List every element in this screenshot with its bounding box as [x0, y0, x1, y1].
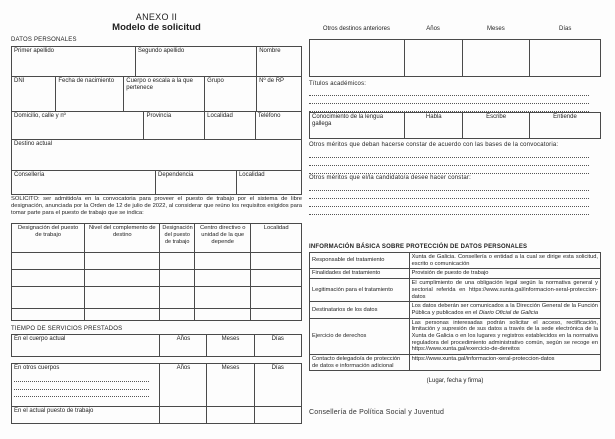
- table-row: [310, 301, 600, 317]
- empty-cell: [159, 270, 194, 286]
- column-header-anos: Años: [159, 335, 206, 356]
- pd-row-value: Provisión de puesto de trabajo: [409, 269, 600, 278]
- table-row: [12, 170, 301, 194]
- pd-row-value: https://www.xunta.gal/informacion-xeral-proteccion-datos: [409, 355, 600, 370]
- field-label: Conocimiento de la lengua gallega: [312, 114, 384, 127]
- table-row: [12, 308, 301, 320]
- servicios-otros-cuerpos-table: [11, 363, 302, 424]
- column-header-dias: Días: [254, 364, 301, 406]
- empty-cell: [84, 270, 159, 286]
- field-label: DNI: [14, 78, 25, 84]
- empty-cell: [159, 309, 194, 320]
- pd-row-label: Legitimación para el tratamiento: [312, 286, 393, 293]
- empty-cell: [159, 407, 206, 423]
- puestos-table: [11, 223, 302, 321]
- otros-meritos-bases-label: Otros méritos que deban hacerse constar de acuerdo con las bases de la convocatoria:: [309, 142, 559, 148]
- table-row: [12, 139, 301, 170]
- section-datos-personales: DATOS PERSONALES: [11, 37, 77, 43]
- table-row: [12, 111, 301, 139]
- left-column: [11, 0, 302, 439]
- empty-cell: [159, 287, 194, 308]
- column-header: Designación del puesto de trabajo: [159, 224, 194, 252]
- field-localidad-2: [236, 171, 301, 194]
- dotted-fill-line: [309, 166, 589, 174]
- otros-destinos-table: [309, 39, 601, 77]
- field-label: En otros cuerpos: [14, 365, 60, 371]
- field-otros-cuerpos: [12, 364, 159, 406]
- dotted-fill-line: [14, 382, 149, 390]
- field-label: Cuerpo o escala a la que pertenece: [126, 78, 193, 91]
- field-label: Domicilio, calle y nº: [14, 113, 66, 119]
- pd-row-value: El cumplimiento de una obligación legal según la normativa general y sectorial referida en https://www.xunta.gal/informacion-xeral-proteccion-datos: [409, 279, 600, 301]
- lengua-gallega-table: [309, 112, 601, 139]
- field-conselleria: [12, 171, 155, 194]
- empty-cell: [404, 40, 462, 76]
- empty-cell: [310, 40, 404, 76]
- field-label: En el cuerpo actual: [14, 336, 66, 342]
- field-label: Teléfono: [257, 113, 281, 119]
- field-primer-apellido: [12, 47, 135, 76]
- dotted-fill-line: [309, 104, 589, 112]
- empty-cell: [12, 287, 84, 308]
- field-actual-puesto: [12, 407, 159, 423]
- empty-cell: [159, 253, 194, 269]
- field-segundo-apellido: [135, 47, 256, 76]
- column-header: Designación del puesto de trabajo: [17, 225, 79, 238]
- titulos-academicos-label: Títulos académicos:: [309, 81, 367, 87]
- right-column: [309, 0, 601, 439]
- field-telefono: [255, 112, 301, 139]
- column-header-otros-destinos: Otros destinos anteriores: [322, 26, 390, 32]
- proteccion-datos-table: [309, 252, 601, 371]
- empty-cell: [84, 287, 159, 308]
- dotted-fill-line: [309, 183, 589, 191]
- page-title: [11, 12, 302, 33]
- field-label: Consellería: [14, 172, 45, 178]
- field-domicilio: [12, 112, 143, 139]
- column-header-meses: Meses: [206, 364, 253, 406]
- field-cuerpo-actual: [12, 335, 159, 356]
- field-fecha-nacimiento: [55, 77, 123, 111]
- table-row: [12, 252, 301, 269]
- field-dependencia: [155, 171, 236, 194]
- field-label: Localidad: [207, 113, 233, 119]
- empty-cell: [250, 287, 301, 308]
- empty-cell: [250, 270, 301, 286]
- table-row: [310, 113, 600, 138]
- title-anexo: ANEXO II: [135, 12, 178, 22]
- column-header: Localidad: [250, 224, 301, 252]
- titulos-academicos-lines: [309, 88, 601, 112]
- column-header-meses: Meses: [206, 335, 253, 356]
- dotted-fill-line: [309, 191, 589, 199]
- empty-cell: [12, 309, 84, 320]
- empty-cell: [194, 270, 250, 286]
- signature-note: (Lugar, fecha y firma): [426, 378, 484, 384]
- table-row: [12, 406, 301, 423]
- dotted-fill-line: [309, 207, 589, 215]
- field-provincia: [143, 112, 204, 139]
- dotted-fill-line: [309, 96, 589, 104]
- field-label: Segundo apellido: [137, 48, 185, 54]
- dotted-fill-line: [309, 150, 589, 158]
- table-row: [12, 364, 301, 406]
- pd-row-value: Xunta de Galicia. Consellería o entidad a la cual se dirige esta solicitud, escrito o comunicación: [409, 253, 600, 268]
- field-label: Grupo: [207, 78, 224, 84]
- field-label: Provincia: [146, 113, 172, 119]
- empty-cell: [194, 287, 250, 308]
- title-modelo: Modelo de solicitud: [112, 22, 201, 33]
- field-label: Dependencia: [158, 172, 194, 178]
- column-header: Nivel del complemento de destino: [84, 224, 159, 252]
- servicios-cuerpo-actual-table: [11, 334, 302, 357]
- column-header-anos: Años: [426, 26, 440, 32]
- footer-conselleria: Consellería de Política Social y Juventud: [309, 409, 445, 416]
- field-nombre: [256, 47, 301, 76]
- otros-meritos-bases-lines: [309, 150, 601, 174]
- empty-cell: [462, 40, 529, 76]
- puestos-header-row: [12, 224, 301, 252]
- dotted-fill-line: [309, 199, 589, 207]
- field-grupo: [204, 77, 256, 111]
- empty-cell: [12, 253, 84, 269]
- pd-row-value: [409, 302, 600, 317]
- otros-destinos-header-row: [309, 26, 601, 32]
- dotted-fill-line: [14, 390, 149, 398]
- field-num-rp: [256, 77, 301, 111]
- field-label: Primer apellido: [14, 48, 55, 54]
- empty-cell: [206, 407, 253, 423]
- empty-cell: [250, 309, 301, 320]
- field-label: Localidad: [238, 172, 265, 178]
- pd-row-label: Destinatarios de los datos: [312, 306, 378, 313]
- table-row: [310, 253, 600, 268]
- empty-cell: [84, 253, 159, 269]
- otros-meritos-candidato-lines: [309, 183, 601, 215]
- table-row: [310, 268, 600, 278]
- pd-value-text: Los datos deberán ser comunicados a la Dirección General de la Función Pública y publicados en el: [411, 303, 598, 316]
- pd-row-label: Ejercicio de derechos: [312, 333, 367, 340]
- table-row: [12, 269, 301, 286]
- otros-meritos-candidato-label: Otros méritos que el/la candidato/a desee hacer constar:: [309, 175, 471, 181]
- table-row: [12, 76, 301, 111]
- field-localidad: [204, 112, 255, 139]
- table-row: [310, 318, 600, 355]
- empty-cell: [194, 309, 250, 320]
- column-header: Centro directivo o unidad de la que depende: [194, 224, 250, 252]
- pd-row-label: Finalidades del tratamiento: [312, 270, 381, 277]
- pd-row-label: Contacto delegado/a de protección de datos e información adicional: [312, 356, 401, 369]
- column-header-meses: Meses: [487, 26, 505, 32]
- table-row: [310, 40, 600, 76]
- table-row: [12, 335, 301, 356]
- section-tiempo-servicios: TIEMPO DE SERVICIOS PRESTADOS: [11, 326, 123, 332]
- pd-value-italic: Diario Oficial de Galicia: [478, 309, 539, 316]
- column-header-escribe: Escribe: [462, 113, 529, 138]
- field-dni: [12, 77, 55, 111]
- column-header-anos: Años: [159, 364, 206, 406]
- dotted-fill-line: [14, 374, 149, 382]
- table-row: [310, 278, 600, 301]
- field-cuerpo-escala: [123, 77, 204, 111]
- field-lengua-gallega: [310, 113, 404, 138]
- empty-cell: [194, 253, 250, 269]
- table-row: [12, 286, 301, 308]
- column-header-habla: Habla: [404, 113, 462, 138]
- field-label: Nombre: [259, 48, 281, 54]
- empty-cell: [12, 270, 84, 286]
- field-label: Nº de RP: [259, 78, 285, 84]
- field-label: Fecha de nacimiento: [58, 78, 115, 84]
- field-label: En el actual puesto de trabajo: [14, 408, 94, 414]
- solicito-paragraph: SOLICITO: ser admitido/a en la convocatoria para proveer el puesto de trabajo por el sistema de libre designación, anunciada por la Orden de 12 de julio de 2022, al considerar que reúno los requisitos exigidos para tomar parte para el puesto de trabajo que se indica:: [11, 196, 302, 217]
- column-header-dias: Días: [559, 26, 572, 32]
- dotted-fill-line: [309, 88, 589, 96]
- datos-personales-table: [11, 46, 302, 195]
- empty-cell: [250, 253, 301, 269]
- section-proteccion-datos: INFORMACIÓN BÁSICA SOBRE PROTECCIÓN DE DATOS PERSONALES: [309, 244, 528, 250]
- pd-row-value: Las personas interesadas podrán solicitar el acceso, rectificación, limitación y supresión de sus datos a través de la sede electrónica de la Xunta de Galicia o en los lugares y registros establecidos en la normativa reguladora del procedimiento administrativo común, según se recoge en https://www.xunta.gal/exercicio-de-dereitos: [409, 319, 600, 355]
- dotted-fill-line: [309, 158, 589, 166]
- empty-cell: [84, 309, 159, 320]
- column-header-dias: Días: [254, 335, 301, 356]
- pd-row-label: Responsable del tratamiento: [312, 257, 385, 264]
- table-row: [310, 354, 600, 370]
- column-header-entiende: Entiende: [529, 113, 600, 138]
- field-label: Destino actual: [14, 141, 53, 147]
- field-destino-actual: [12, 140, 301, 170]
- empty-cell: [254, 407, 301, 423]
- table-row: [12, 47, 301, 76]
- empty-cell: [529, 40, 600, 76]
